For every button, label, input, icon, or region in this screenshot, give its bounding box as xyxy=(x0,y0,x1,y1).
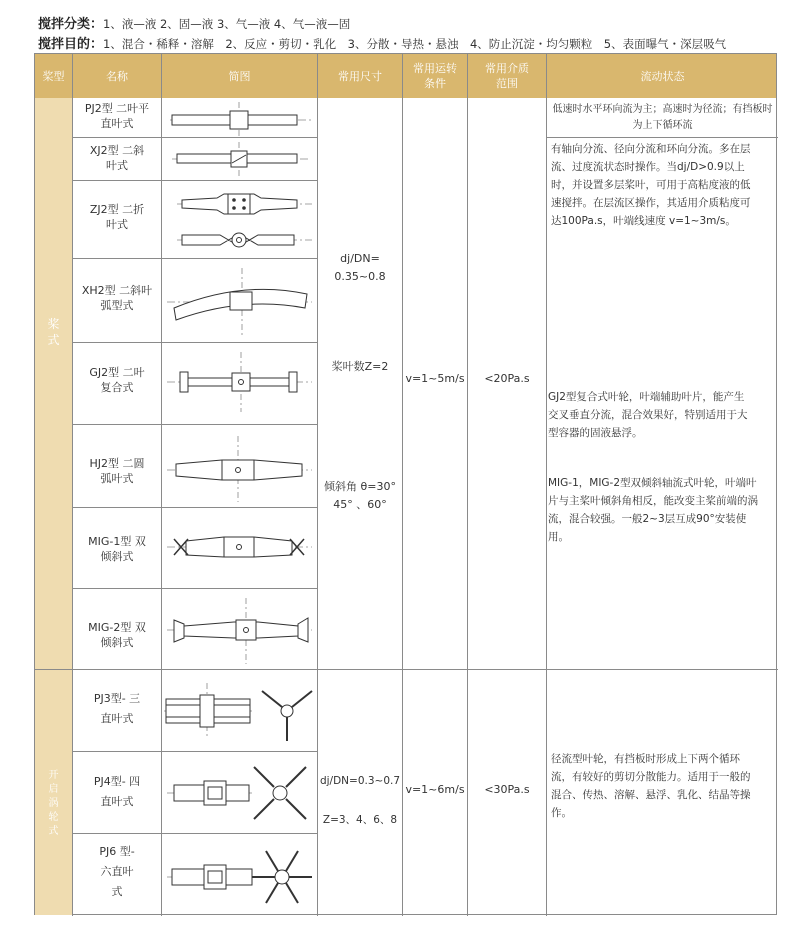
impeller-name: PJ2型 二叶平直叶式 xyxy=(84,102,150,130)
impeller-name: PJ3型- 三直叶式 xyxy=(93,692,141,725)
pj4-sketch xyxy=(162,751,317,833)
pj6-sketch xyxy=(162,833,317,915)
flow-description: 径流型叶轮，有挡板时形成上下两个循环流，有较好的剪切分散能力。适用于一般的混合、传热、溶解、悬浮、乳化、结晶等操作。 xyxy=(551,753,751,819)
group1-side-cell xyxy=(35,98,72,669)
tilt-angle-values: 45° 、60° xyxy=(333,498,387,511)
pj3-sketch xyxy=(162,669,317,751)
classification-line xyxy=(38,13,350,32)
size-ratio-label: dj/DN= xyxy=(340,252,380,265)
col-header-medium: 常用介质范围 xyxy=(485,62,529,90)
col-header-sketch: 简图 xyxy=(228,69,251,83)
tilt-angle: 倾斜角 θ=30° xyxy=(324,480,396,493)
impeller-name: XH2型 二斜叶弧型式 xyxy=(81,284,153,312)
pj2-sketch xyxy=(162,98,317,138)
hj2-sketch xyxy=(162,424,317,507)
purpose-label: 搅拌目的： xyxy=(38,37,104,52)
impeller-table xyxy=(34,53,777,915)
gj2-sketch xyxy=(162,342,317,424)
impeller-name: MIG-2型 双倾斜式 xyxy=(88,621,146,649)
impeller-name: MIG-1型 双倾斜式 xyxy=(88,535,146,563)
purpose-line xyxy=(38,33,726,52)
medium-range: <30Pa.s xyxy=(484,783,530,796)
classification-text: 1、液—液 2、固—液 3、气—液 4、气—液—固 xyxy=(103,17,351,31)
col-header-type: 桨型 xyxy=(42,69,65,83)
impeller-name: ZJ2型 二折叶式 xyxy=(89,203,145,231)
flow-description: MIG-1，MIG-2型双倾斜轴流式叶轮，叶端叶片与主桨叶倾斜角相反，能改变主桨前端的涡流，混合较强。一般2~3层互成90°安装使用。 xyxy=(548,477,758,543)
size-ratio: dj/DN=0.3~0.7 xyxy=(319,775,401,787)
col-header-speed: 常用运转条件 xyxy=(413,62,457,90)
mig1-sketch xyxy=(162,507,317,588)
col-header-flow: 流动状态 xyxy=(640,69,685,83)
col-header-name: 名称 xyxy=(106,69,128,83)
mig2-sketch xyxy=(162,588,317,669)
impeller-name: HJ2型 二圆弧叶式 xyxy=(89,457,145,485)
impeller-name: PJ4型- 四直叶式 xyxy=(93,775,141,808)
xh2-sketch xyxy=(162,258,317,342)
xj2-sketch xyxy=(162,138,317,180)
purpose-text: 1、混合・稀释・溶解 2、反应・剪切・乳化 3、分散・导热・悬浊 4、防止沉淀・均匀颗粒 5、表面曝气・深层吸气 xyxy=(103,37,727,51)
flow-description: GJ2型复合式叶轮，叶端辅助叶片，能产生交叉垂直分流，混合效果好，特别适用于大型容器的固液悬浮。 xyxy=(548,391,748,439)
impeller-name: GJ2型 二叶复合式 xyxy=(89,366,145,394)
blade-count: 桨叶数Z=2 xyxy=(331,360,389,373)
blade-count: Z=3、4、6、8 xyxy=(322,814,398,826)
group1-label: 桨式 xyxy=(47,317,60,347)
speed-range: v=1~6m/s xyxy=(405,783,465,796)
size-ratio-value: 0.35~0.8 xyxy=(334,270,386,283)
col-header-size: 常用尺寸 xyxy=(338,69,382,83)
medium-range: <20Pa.s xyxy=(484,372,530,385)
speed-range: v=1~5m/s xyxy=(405,372,465,385)
flow-description: 低速时水平环向流为主；高速时为径流；有挡板时为上下循环流 xyxy=(552,104,773,131)
group2-label: 开启涡轮式 xyxy=(48,770,59,837)
flow-description: 有轴向分流、径向分流和环向分流。多在层流、过度流状态时操作。当dj/D>0.9以上时，并设置多层桨叶，可用于高粘度液的低速搅拌。在层流区操作，其适用介质粘度可达100Pa.s，叶端线速度 v=1~3m/s。 xyxy=(551,143,751,227)
classification-label: 搅拌分类： xyxy=(38,17,104,32)
zj2-sketch xyxy=(162,180,317,258)
impeller-name: XJ2型 二斜叶式 xyxy=(89,144,145,172)
impeller-name: PJ6 型- 六直叶式 xyxy=(99,845,135,898)
